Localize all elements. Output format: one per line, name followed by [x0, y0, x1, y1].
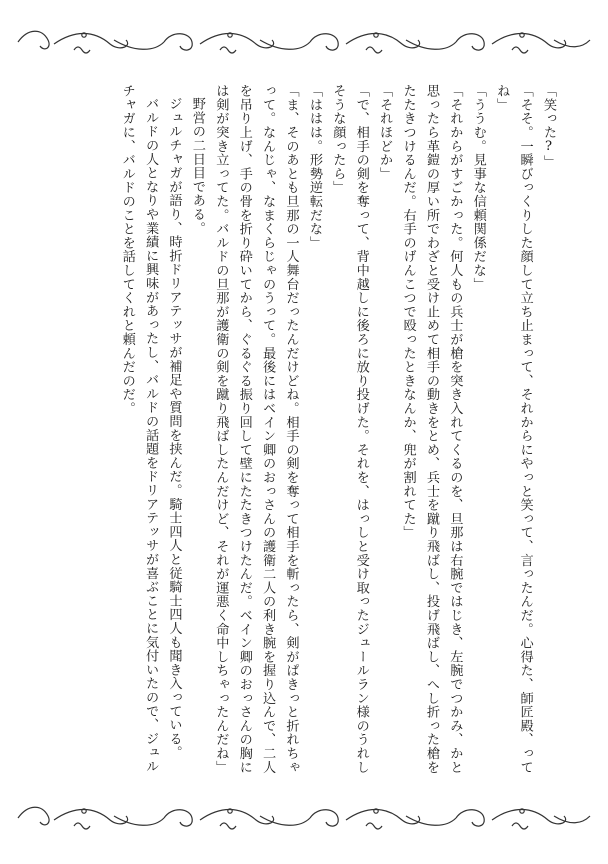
dialogue-line: 「そそ。一瞬びっくりした顔して立ち止まって、それからにやっと笑って、言ったんだ。心得た、師匠殿、ってね」 [494, 84, 533, 774]
vertical-text-body [60, 84, 560, 774]
narration-paragraph: 野営の二日目である。 [189, 97, 205, 236]
narration-paragraph: バルドの人となりや業績に興味があったし、バルドの話題をドリアテッサが喜ぶことに気付いたので、ジュルチャガに、バルドのことを話してくれと頼んだのだ。 [119, 84, 159, 774]
narration-paragraph: ジュルチャガが語り、時折ドリアテッサが補足や質問を挟んだ。騎士四人と従騎士四人も聞き入っている。 [166, 97, 182, 760]
dialogue-line: 「ははは。形勢逆転だな」 [306, 84, 322, 250]
bottom-ornamental-border [14, 798, 594, 838]
dialogue-line: 「それほどか」 [377, 84, 393, 181]
dialogue-line: 「それからがすごかった。何人もの兵士が槍を突き入れてくるのを、旦那は右腕ではじき、左腕でつかみ、かと思ったら革鎧の厚い所でわざと受け止めて相手の動きをとめ、兵士を蹴り飛ばし、投げ飛ばし、へし折った槍をたたきつけるんだ。右手のげんこつで殴ったときなんか、兜が割れてた」 [400, 84, 463, 774]
dialogue-line: 「ううむ。見事な信頼関係だな」 [470, 84, 486, 291]
dialogue-line: 「で、相手の剣を奪って、背中越しに後ろに放り投げた。それを、はっしと受け取ったジュールラン様のうれしそうな顔ったら」 [330, 84, 369, 774]
top-ornamental-border [14, 22, 594, 62]
dialogue-line: 「ま、そのあとも旦那の一人舞台だったんだけどね。相手の剣を奪って相手を斬ったら、剣がぱきっと折れちゃって。なんじゃ、なまくらじゃのうって。最後にはベイン卿のおっさんの護衛二人の利き腕を握り込んで、二人を吊り上げ、手の骨を折り砕いてから、ぐるぐる振り回して壁にたたきつけたんだ。ベイン卿のおっさんの胸には剣が突き立ってた。バルドの旦那が護衛の剣を蹴り飛ばしたんだけど、それが運悪く命中しちゃったんだね」 [213, 84, 299, 774]
dialogue-line: 「笑った?」 [541, 84, 556, 169]
